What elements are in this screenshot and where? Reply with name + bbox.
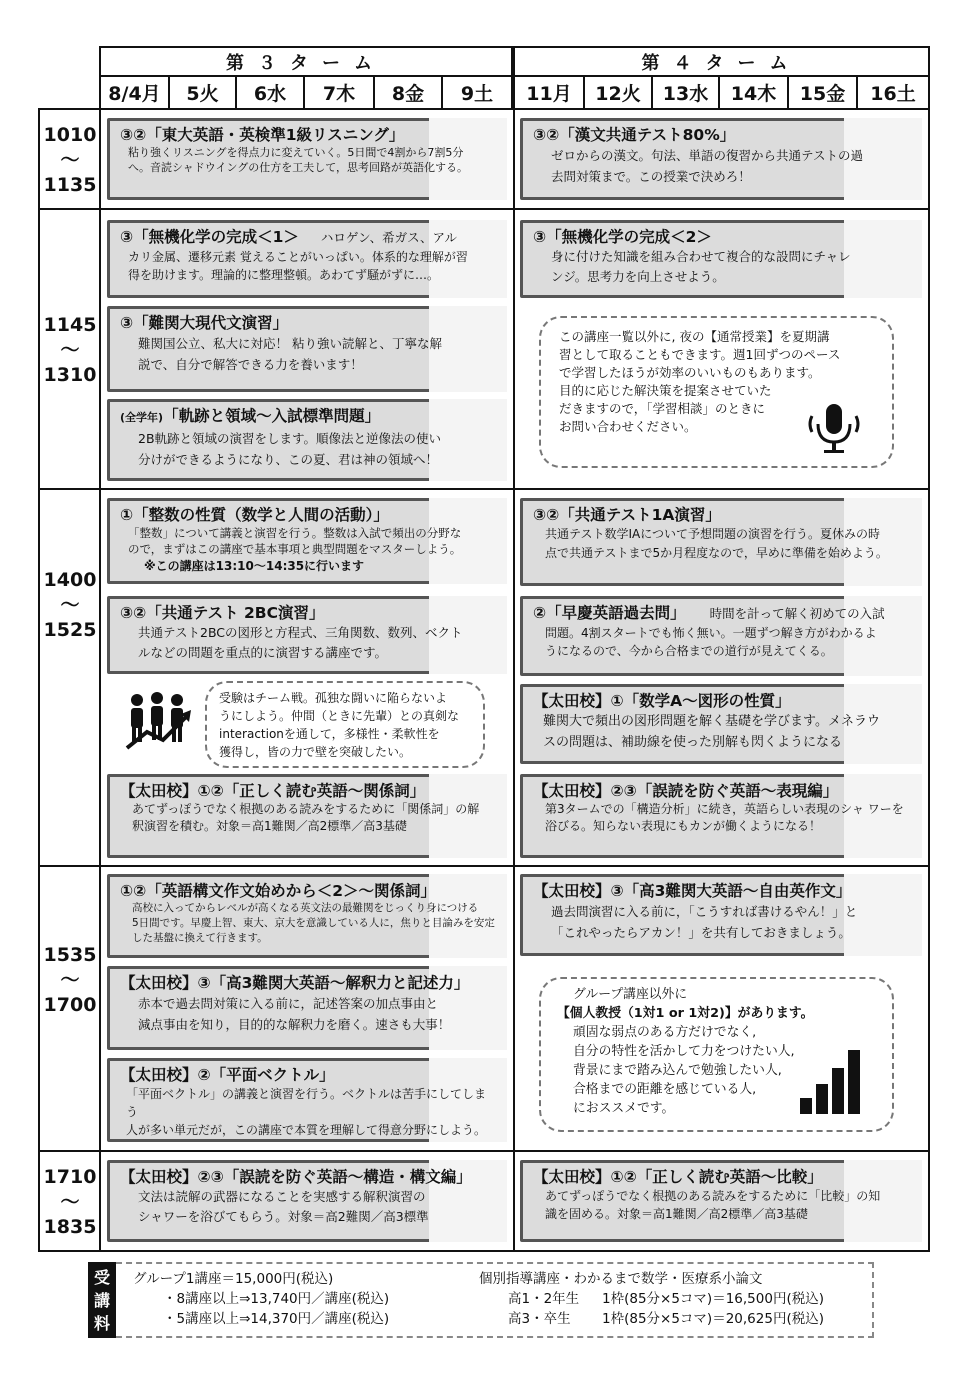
course-description: あてずっぽうでなく根拠のある読みをするために「関係詞」の解 釈演習を積む。対象＝高1難関／高2標準／高3基礎 bbox=[132, 802, 480, 833]
course-card[interactable] bbox=[520, 498, 922, 586]
course-card[interactable] bbox=[520, 220, 922, 298]
course-description: 「平面ベクトル」の講義と演習を行う。ベクトルは苦手にしてしまう 人が多い単元だが，この講座で本質を理解して得意分野にしよう。 bbox=[126, 1087, 487, 1137]
day-header: 12火 bbox=[583, 75, 653, 110]
course-description: 共通テスト2BCの図形と方程式、三角関数、数列、ベクト ルなどの問題を重点的に演習する講座です。 bbox=[138, 625, 463, 660]
bar-chart-icon bbox=[798, 1046, 864, 1116]
regular-class-bubble: この講座一覧以外に, 夜の【通常授業】を夏期講 習として取ることもできます。週1回ずつのペース で学習したほうが効率のいいものもあります。 目的に応じた解決策を提案させていた だきますので，「学習相談」のときに お問い合わせください。 bbox=[539, 316, 894, 468]
group-fee-8: ・8講座以上⇒13,740円／講座(税込) bbox=[163, 1291, 390, 1307]
team-growth-icon bbox=[125, 690, 195, 750]
course-card[interactable] bbox=[107, 1058, 507, 1142]
day-header: 5火 bbox=[168, 75, 237, 110]
course-description: 赤本で過去問対策に入る前に，記述答案の加点事由と 減点事由を知り，目的的な解釈力を磨く。速さも大事！ bbox=[138, 996, 451, 1032]
course-note: ※この講座は13:10～14:35に行います bbox=[144, 559, 365, 573]
course-card[interactable] bbox=[107, 874, 507, 958]
course-card[interactable] bbox=[520, 1160, 922, 1242]
day-header: 8/4月 bbox=[99, 75, 170, 110]
term3-header: 第３ターム bbox=[99, 46, 513, 77]
course-card[interactable] bbox=[520, 684, 922, 764]
course-description: ゼロからの漢文。句法、単語の復習から共通テストの過 去問対策まで。この授業で決めろ！ bbox=[551, 148, 864, 184]
course-description: 第3タームでの「構造分析」に続き，英語らしい表現のシャ ワーを 浴びる。知らない表現にもカンが働くようになる！ bbox=[545, 802, 904, 833]
course-card[interactable] bbox=[520, 774, 922, 858]
private-lesson-bubble: グループ講座以外に 【個人教授（1対1 or 1対2)】があります。 頑固な弱点のある方だけでなく, 自分の特性を活かして力をつけたい人, 背景にまで踏み込んで勉強したい人, 合格までの距離を感じている人, におススメです。 bbox=[539, 977, 894, 1132]
private-fee-price: 1枠(85分×5コマ)＝16,500円(税込) bbox=[602, 1291, 824, 1307]
course-description: カリ金属、遷移元素 覚えることがいっぱい。体系的な理解が習 得を助けます。理論的に整理整頓。あわてず騒がずに…。 bbox=[128, 250, 468, 282]
group-fee-5: ・5講座以上⇒14,370円／講座(税込) bbox=[163, 1311, 390, 1327]
team-message-bubble: 受験はチーム戦。孤独な闘いに陥らないよ うにしよう。仲間（ときに先輩）との真剣な interactionを通して，多様性・柔軟性を 獲得し，皆の力で壁を突破したい。 bbox=[205, 681, 485, 768]
course-title: ③「難関大現代文演習」 bbox=[120, 314, 289, 332]
course-description: 身に付けた知識を組み合わせて複合的な設問にチャレ ンジ。思考力を向上させよう。 bbox=[551, 249, 851, 284]
course-title: ③「無機化学の完成＜2＞ bbox=[533, 228, 712, 246]
course-title: ③②「共通テスト1A演習」 bbox=[533, 506, 721, 524]
course-card[interactable] bbox=[107, 220, 507, 298]
group-fee: グループ1講座＝15,000円(税込) bbox=[133, 1271, 334, 1287]
course-description: 高校に入ってからレベルが高くなる英文法の最難関をじっくり身につける 5日間です。早慶上智、東大、京大を意識している人に，焦りと目論みを安定 した基盤に換えて行きます。 bbox=[132, 902, 495, 944]
course-description: 難関大で頻出の図形問題を解く基礎を学びます。メネラウ スの問題は、補助線を使った別解も閃くようになる bbox=[543, 714, 880, 750]
course-description: 共通テスト数学ⅠAについて予想問題の演習を行う。夏休みの時 点で共通テストまで5か月程度なので，早めに準備を始めよう。 bbox=[545, 527, 888, 560]
course-description: 文法は読解の武器になることを実感する解釈演習の シャワーを浴びてもらう。対象＝高2難関／高3標準 bbox=[138, 1189, 429, 1224]
course-description: あてずっぽうでなく根拠のある読みをするために「比較」の知 識を固める。対象＝高1難関／高2標準／高3基礎 bbox=[545, 1189, 881, 1221]
course-description: 2B軌跡と領域の演習をします。順像法と逆像法の使い 分けができるようになり、この夏、君は神の領域へ！ bbox=[138, 431, 442, 467]
course-title: 【太田校】②「平面ベクトル」 bbox=[120, 1066, 335, 1084]
time-slot-1: 1010 ～ 1135 bbox=[43, 123, 97, 196]
course-title: ①②「英語構文作文始めから＜2＞～関係詞」 bbox=[120, 882, 437, 900]
course-title: 【太田校】③「高3難関大英語～解釈力と記述力」 bbox=[120, 974, 470, 992]
day-header: 16土 bbox=[856, 75, 930, 110]
day-header: 15金 bbox=[787, 75, 858, 110]
course-card[interactable] bbox=[520, 596, 922, 676]
course-title: 【太田校】②③「誤読を防ぐ英語～表現編」 bbox=[533, 782, 839, 800]
course-title: 【太田校】①「数学A～図形の性質」 bbox=[533, 692, 791, 710]
course-title: ③②「東大英語・英検準1級リスニング」 bbox=[120, 126, 405, 144]
course-title: ③「無機化学の完成＜1＞ ハロゲン、希ガス、アル bbox=[120, 228, 458, 246]
course-description: 「整数」について講義と演習を行う。整数は入試で頻出の分野な ので，まずはこの講座で基本事項と典型問題をマスターしよう。 bbox=[128, 526, 462, 556]
course-card[interactable] bbox=[107, 1160, 507, 1242]
course-title: 【太田校】①②「正しく読む英語～比較」 bbox=[533, 1168, 823, 1186]
time-slot-2: 1145 ～ 1310 bbox=[43, 313, 97, 386]
course-card[interactable] bbox=[520, 874, 922, 956]
course-description: 問題。4割スタートでも怖く無い。一題ずつ解き方がわかるよ うになるので、今から合格までの道行が見えてくる。 bbox=[545, 626, 877, 658]
private-fee-grade: 高1・2年生 bbox=[508, 1291, 580, 1307]
course-card[interactable] bbox=[107, 774, 507, 858]
course-title: ③②「漢文共通テスト80%」 bbox=[533, 126, 736, 144]
course-title: 【太田校】③「高3難関大英語～自由英作文」 bbox=[533, 882, 852, 900]
course-description: 過去問演習に入る前に，「こうすれば書けるやん！」と 「これやったらアカン！」を共有しておきましょう。 bbox=[551, 904, 858, 940]
course-title: ①「整数の性質（数学と人間の活動）」 bbox=[120, 506, 389, 524]
term4-header: 第４ターム bbox=[513, 46, 930, 77]
time-slot-5: 1710 ～ 1835 bbox=[43, 1166, 97, 1238]
course-title: 【太田校】①②「正しく読む英語～関係詞」 bbox=[120, 782, 426, 800]
day-header: 9土 bbox=[441, 75, 513, 110]
course-card[interactable] bbox=[107, 118, 507, 200]
course-card[interactable] bbox=[107, 596, 507, 674]
day-header: 14木 bbox=[718, 75, 789, 110]
course-card[interactable] bbox=[107, 399, 507, 481]
day-header: 13水 bbox=[651, 75, 720, 110]
private-fee-title: 個別指導講座・わかるまで数学・医療系小論文 bbox=[479, 1271, 763, 1287]
private-fee-price: 1枠(85分×5コマ)＝20,625円(税込) bbox=[602, 1311, 824, 1327]
private-fee-grade: 高3・卒生 bbox=[508, 1311, 571, 1327]
microphone-icon bbox=[806, 400, 862, 456]
day-header: 11月 bbox=[513, 75, 585, 110]
course-title: ②「早慶英語過去問」 時間を計って解く初めての入試 bbox=[533, 604, 885, 622]
time-slot-4: 1535 ～ 1700 bbox=[43, 943, 97, 1016]
course-description: 粘り強くリスニングを得点力に変えていく。5日間で4割から7割5分 へ。音読シャドウイングの仕方を工夫して，思考回路が英語化する。 bbox=[128, 146, 469, 174]
course-card[interactable] bbox=[107, 498, 507, 584]
course-title: (全学年)「軌跡と領域～入試標準問題」 bbox=[120, 407, 381, 425]
course-card[interactable] bbox=[107, 966, 507, 1050]
course-card[interactable] bbox=[520, 118, 922, 200]
course-description: 難関国公立、私大に対応！ 粘り強い読解と、丁寧な解 説で、自分で解答できる力を養います！ bbox=[138, 336, 442, 372]
time-slot-3: 1400 ～ 1525 bbox=[43, 568, 97, 641]
day-header: 8金 bbox=[373, 75, 443, 110]
course-card[interactable] bbox=[107, 306, 507, 392]
course-title: ③②「共通テスト 2BC演習」 bbox=[120, 604, 325, 622]
day-header: 6水 bbox=[235, 75, 305, 110]
course-title: 【太田校】②③「誤読を防ぐ英語～構造・構文編」 bbox=[120, 1168, 472, 1186]
fee-label: 受 講 料 bbox=[88, 1262, 116, 1338]
day-header: 7木 bbox=[303, 75, 375, 110]
